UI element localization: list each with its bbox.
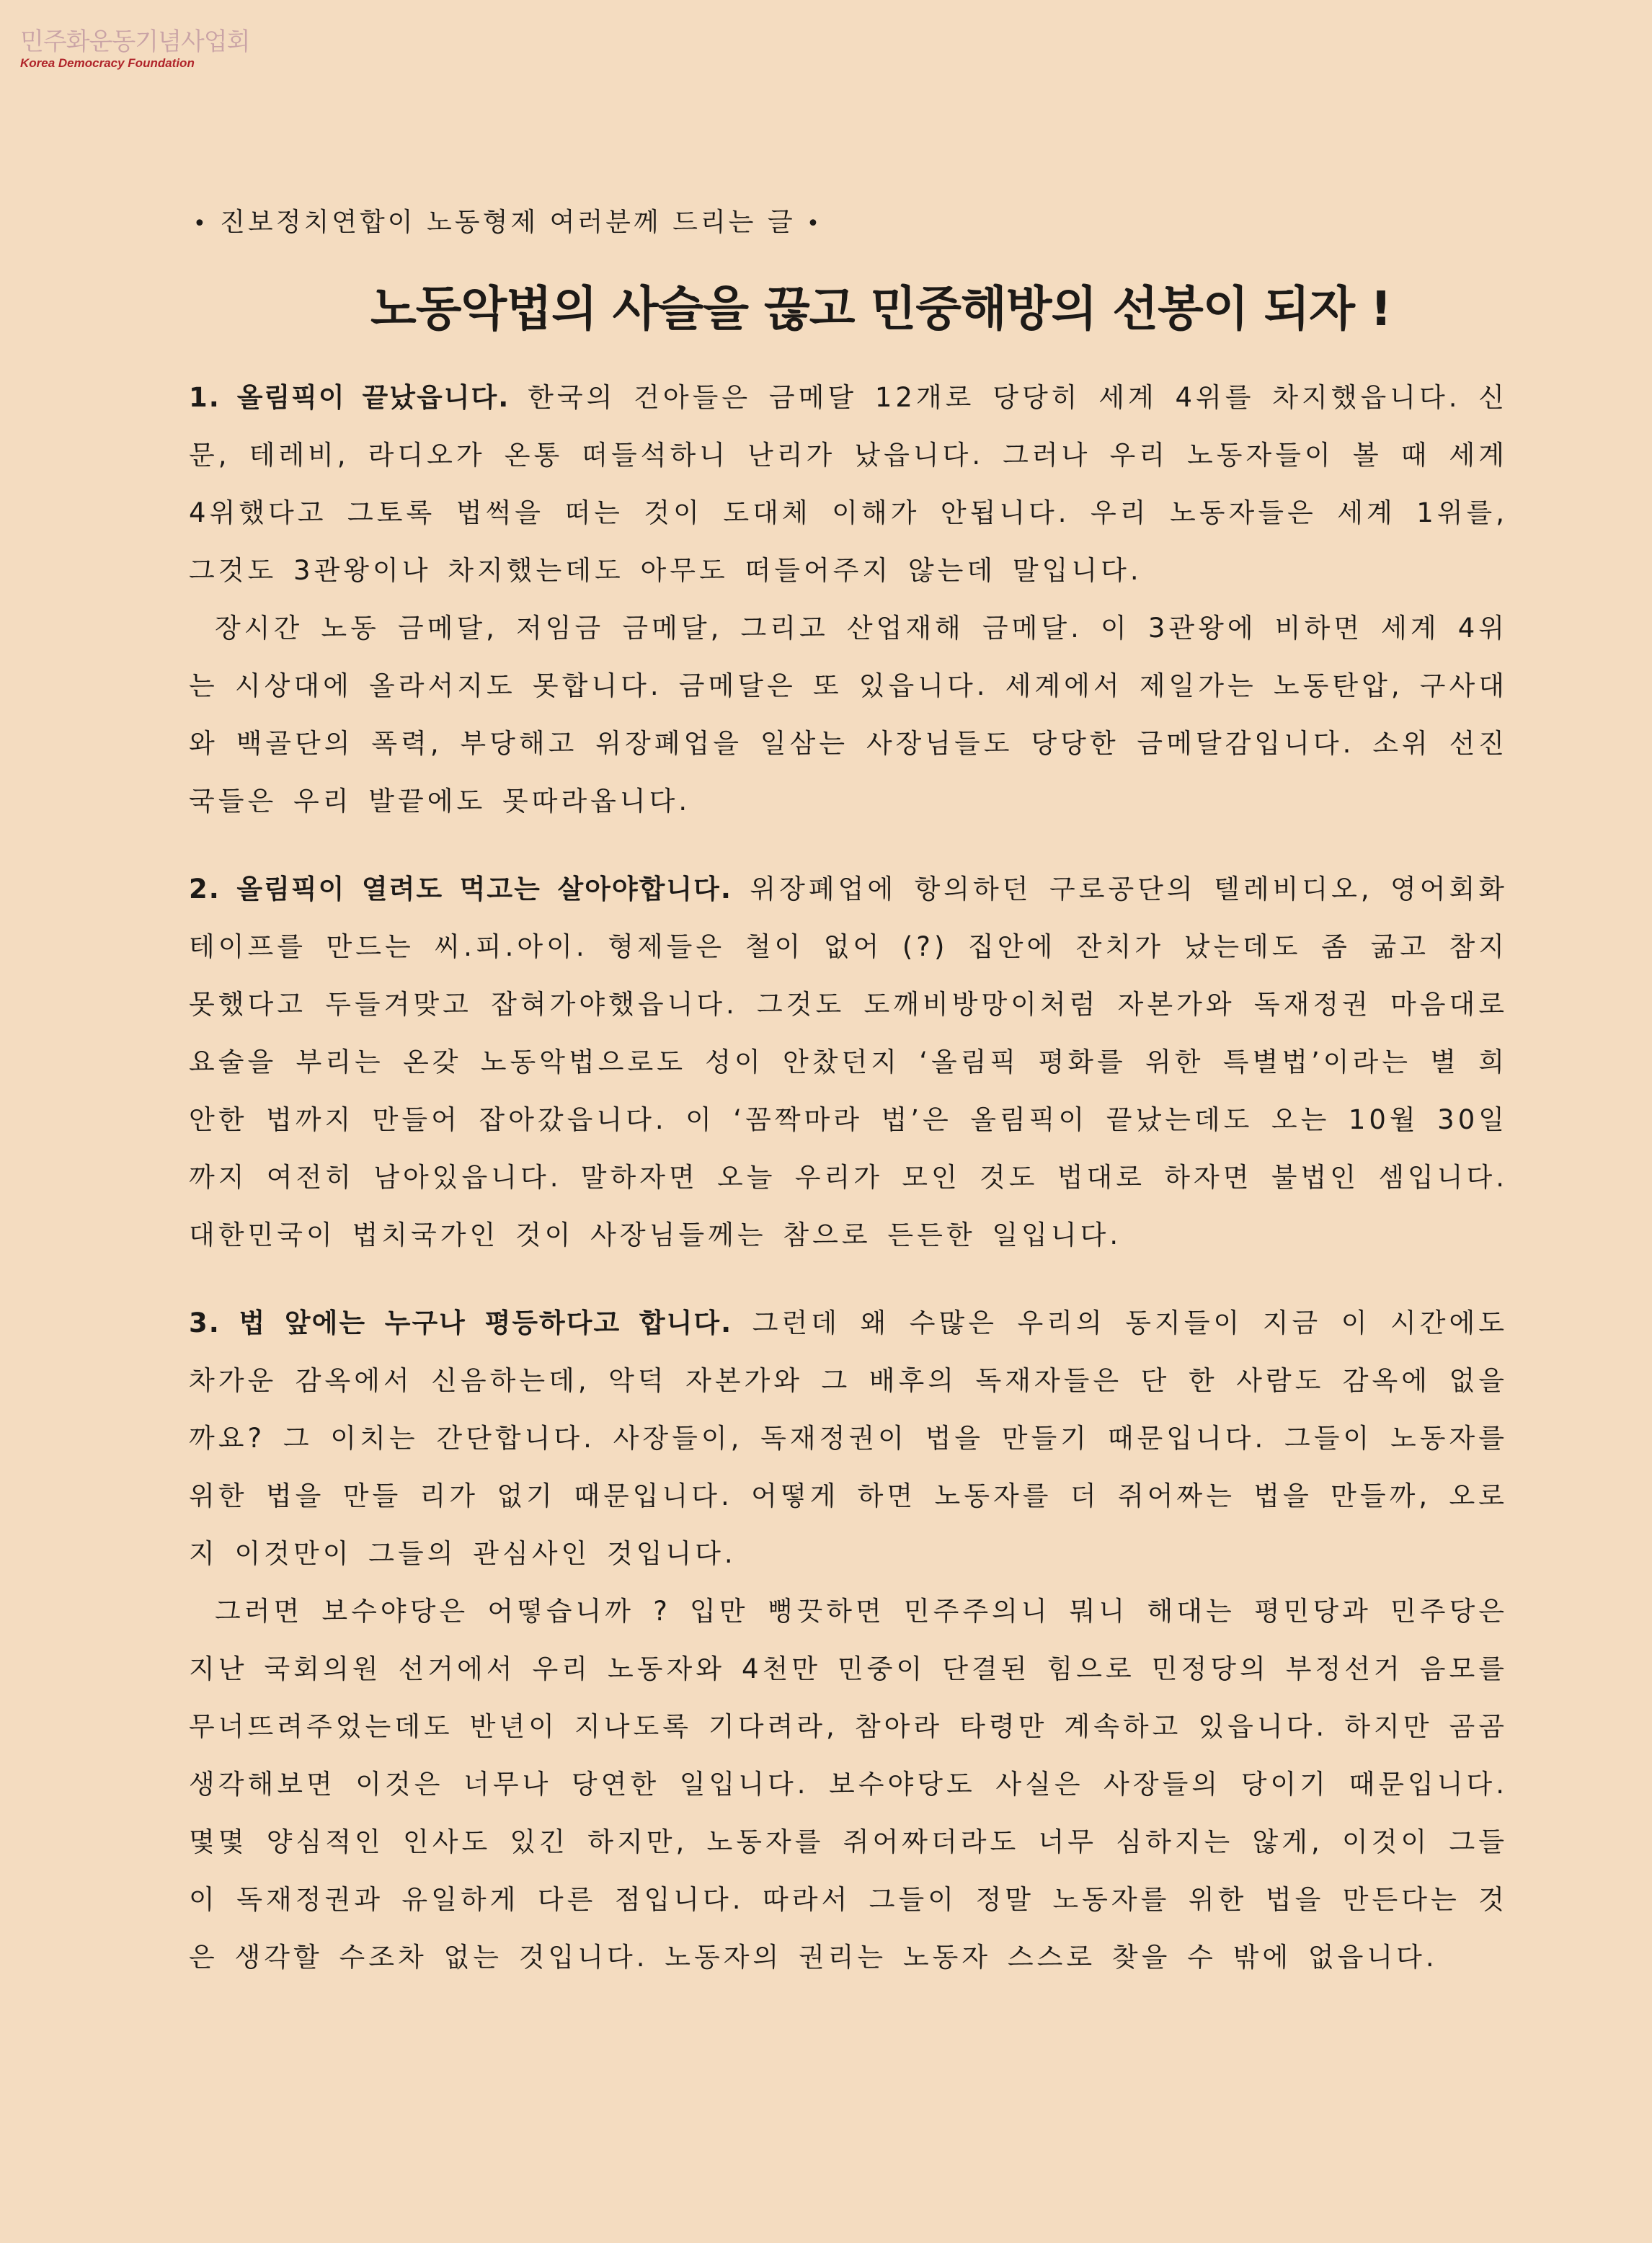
foundation-watermark [20,27,249,71]
section-3 [189,1294,1508,1986]
section-1-heading: 1. 올림픽이 끝났읍니다. [189,382,510,413]
section-2-text: 위장폐업에 항의하던 구로공단의 텔레비디오, 영어회화 테이프를 만드는 씨.피.아이. 형제들은 철이 없어 (?) 집안에 잔치가 났는데도 좀 굶고 참지 못했다고 두들겨맞고 잡혀가야했읍니다. 그것도 도깨비방망이처럼 자본가와 독재정권 마음대로 요술을 부리는 온갖 노동악법으로도 성이 안찼던지 ‘올림픽 평화를 위한 특별법’이라는 별 희안한 법까지 만들어 잡아갔읍니다. 이 ‘꼼짝마라 법’은 올림픽이 끝났는데도 오는 10월 30일까지 여전히 남아있읍니다. 말하자면 오늘 우리가 모인 것도 법대로 하자면 불법인 셈입니다. 대한민국이 법치국가인 것이 사장님들께는 참으로 든든한 일입니다. [189,874,1508,1251]
section-1-text-2: 장시간 노동 금메달, 저임금 금메달, 그리고 산업재해 금메달. 이 3관왕에 비하면 세계 4위는 시상대에 올라서지도 못합니다. 금메달은 또 있읍니다. 세계에서 제일가는 노동탄압, 구사대와 백골단의 폭력, 부당해고 위장폐업을 일삼는 사장님들도 당당한 금메달감입니다. 소위 선진국들은 우리 발끝에도 못따라옵니다. [189,613,1508,817]
section-2-heading: 2. 올림픽이 열려도 먹고는 살아야합니다. [189,874,732,905]
page-title: 노동악법의 사슬을 끊고 민중해방의 선봉이 되자 ! [370,281,1392,337]
subtitle-text: 진보정치연합이 노동형제 여러분께 드리는 글 [220,208,796,237]
section-3-heading: 3. 법 앞에는 누구나 평등하다고 합니다. [189,1307,733,1338]
section-3-text-2: 그러면 보수야당은 어떻습니까 ? 입만 뻥끗하면 민주주의니 뭐니 해대는 평민당과 민주당은 지난 국회의원 선거에서 우리 노동자와 4천만 민중이 단결된 힘으로 민정당의 부정선거 음모를 무너뜨려주었는데도 반년이 지나도록 기다려라, 참아라 타령만 계속하고 있읍니다. 하지만 곰곰 생각해보면 이것은 너무나 당연한 일입니다. 보수야당도 사실은 사장들의 당이기 때문입니다. 몇몇 양심적인 인사도 있긴 하지만, 노동자를 쥐어짜더라도 너무 심하지는 않게, 이것이 그들이 독재정권과 유일하게 다른 점입니다. 따라서 그들이 정말 노동자를 위한 법을 만든다는 것은 생각할 수조차 없는 것입니다. 노동자의 권리는 노동자 스스로 찾을 수 밖에 없읍니다. [189,1596,1508,1973]
watermark-english: Korea Democracy Foundation [20,56,195,70]
section-2 [189,861,1508,1264]
bullet-right: • [807,211,822,236]
document-page [189,202,1508,1986]
section-1-text: 한국의 건아들은 금메달 12개로 당당히 세계 4위를 차지했읍니다. 신문, 테레비, 라디오가 온통 떠들석하니 난리가 났읍니다. 그러나 우리 노동자들이 볼 때 세계 4위했다고 그토록 법썩을 떠는 것이 도대체 이해가 안됩니다. 우리 노동자들은 세계 1위를, 그것도 3관왕이나 차지했는데도 아무도 떠들어주지 않는데 말입니다. [189,382,1508,586]
section-1 [189,369,1508,830]
section-3-text: 그런데 왜 수많은 우리의 동지들이 지금 이 시간에도 차가운 감옥에서 신음하는데, 악덕 자본가와 그 배후의 독재자들은 단 한 사람도 감옥에 없을까요? 그 이치는 간단합니다. 사장들이, 독재정권이 법을 만들기 때문입니다. 그들이 노동자를 위한 법을 만들 리가 없기 때문입니다. 어떻게 하면 노동자를 더 쥐어짜는 법을 만들까, 오로지 이것만이 그들의 관심사인 것입니다. [189,1307,1508,1569]
watermark-korean: 민주화운동기념사업회 [20,27,250,56]
bullet-left: • [193,211,209,236]
subtitle-line [189,202,1508,239]
